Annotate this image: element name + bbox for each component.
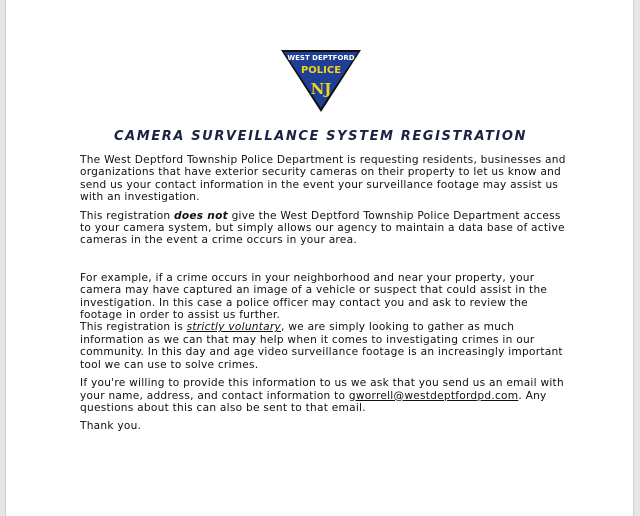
paragraph-thanks: Thank you. <box>80 420 142 433</box>
paragraph-voluntary-end: , we are simply looking to gather as much information as we can that may help when it comes to investigating crimes in our community. In this day and age video surveillance footage is an increasingly important tool we can use to solve crimes. <box>80 321 563 371</box>
emphasis-does-not: does not <box>174 209 228 222</box>
paragraph-voluntary-start: This registration is <box>80 321 187 334</box>
paragraph-example: For example, if a crime occurs in your neighborhood and near your property, your camera may have captured an image of a vehicle or suspect that could assist in the investigation. In this case a police officer may contact you and ask to review the footage in order to assist us further. <box>80 271 548 322</box>
paragraph-intro: The West Deptford Township Police Department is requesting residents, businesses and organizations that have exterior security cameras on their property to let us know and send us your contact information in the event your surveillance footage may assist us with an investigation. <box>80 154 566 204</box>
paragraph-access-start: This registration <box>80 209 175 222</box>
paragraph-access-end: give the West Deptford Township Police Department access to your camera system, but simply allows our agency to maintain a data base of active cameras in the event a crime occurs in your area. <box>80 209 565 247</box>
badge-top-text: WEST DEPTFORD <box>287 54 355 62</box>
email-link[interactable]: gworrell@westdeptfordpd.com <box>348 389 519 402</box>
document-body <box>80 154 566 439</box>
police-badge-logo <box>281 50 361 112</box>
paragraph-voluntary <box>80 321 566 371</box>
paragraph-access <box>80 210 566 247</box>
emphasis-strictly-voluntary: strictly voluntary <box>186 321 282 334</box>
paragraph-contact-end: . Any questions about this can also be sent to that email. <box>80 389 547 414</box>
document-page <box>5 0 634 516</box>
paragraph-contact-start: If you're willing to provide this information to us we ask that you send us an email with your name, address, and contact information to <box>80 377 564 402</box>
page-title: CAMERA SURVEILLANCE SYSTEM REGISTRATION <box>113 129 528 144</box>
badge-monogram: NJ <box>310 80 332 98</box>
badge-middle-text: POLICE <box>300 65 342 76</box>
paragraph-contact <box>80 377 566 414</box>
paragraph-spacer <box>80 253 566 272</box>
